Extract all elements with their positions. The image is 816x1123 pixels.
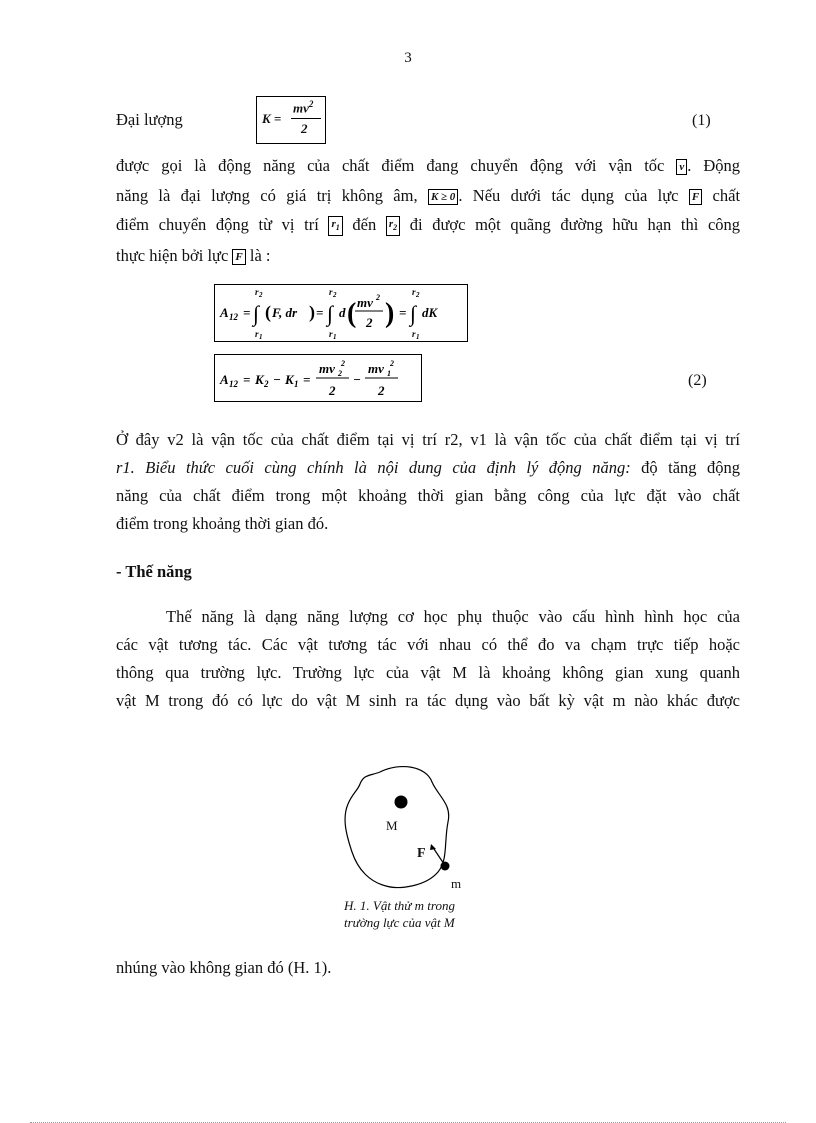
svg-text:r: r [255, 287, 259, 297]
p3-line-1: Ở đây v2 là vận tốc của chất điểm tại vị trí r2, v1 là vận tốc của chất điểm tại vị trí [116, 430, 740, 449]
svg-text:F, dr: F, dr [272, 305, 298, 320]
equation-number-1: (1) [692, 112, 711, 129]
svg-text:(: ( [265, 302, 271, 322]
svg-text:): ) [385, 298, 395, 329]
svg-text:=: = [243, 372, 251, 387]
force-vector-symbol: F [689, 189, 702, 205]
body-M-dot [395, 796, 408, 809]
p3-line-3: năng của chất điểm trong một khoảng thời gian bằng công của lực đặt vào chất [116, 486, 740, 505]
label-m: m [451, 876, 462, 891]
work-energy-formula [215, 355, 421, 401]
svg-text:=: = [399, 305, 407, 320]
svg-text:12: 12 [229, 379, 238, 389]
svg-text:2: 2 [333, 291, 337, 299]
work-energy-formula-box [214, 354, 422, 402]
position-r2-symbol: $r_2$ [386, 216, 400, 236]
svg-text:2: 2 [259, 291, 263, 299]
work-integral-formula [215, 285, 467, 341]
k-nonnegative-condition: K ≥ 0 [428, 189, 458, 205]
svg-text:∫: ∫ [410, 301, 417, 326]
label-F: F [417, 846, 426, 861]
body-m-dot [441, 862, 450, 871]
svg-text:=: = [316, 305, 324, 320]
dai-luong-label: Đại lượng [116, 110, 183, 129]
svg-text:2: 2 [366, 315, 373, 330]
p2-line-3: điểm chuyển động từ vị trí $r_1$ đến $r_2$ đi được một quãng đường hữu hạn thì công [116, 215, 740, 236]
label-M: M [386, 818, 398, 833]
svg-text:mv: mv [357, 295, 373, 310]
formula-numerator: $mv^2$ [293, 99, 314, 116]
figure-caption-line-2: trường lực của vật M [344, 915, 455, 930]
svg-text:r: r [412, 287, 416, 297]
svg-text:2: 2 [390, 359, 394, 368]
svg-text:(: ( [347, 298, 357, 329]
svg-text:1: 1 [259, 333, 263, 341]
p4-line-4: vật M trong đó có lực do vật M sinh ra tác dụng vào bất kỳ vật m nào khác được [116, 691, 740, 710]
svg-text:K: K [285, 372, 294, 387]
page-number: 3 [404, 50, 412, 66]
svg-text:2: 2 [329, 383, 336, 398]
svg-text:12: 12 [229, 312, 238, 322]
svg-text:K: K [255, 372, 264, 387]
svg-text:1: 1 [294, 379, 299, 389]
formula-K-lhs: K = [262, 111, 282, 126]
svg-text:1: 1 [387, 369, 391, 378]
svg-text:r: r [412, 329, 416, 339]
force-arrow-head [430, 844, 436, 850]
p2-line-1: được gọi là động năng của chất điểm đang chuyển động với vận tốc v . Động [116, 156, 740, 175]
fraction-bar [291, 118, 321, 119]
svg-text:1: 1 [333, 333, 337, 341]
svg-text:−: − [353, 372, 361, 387]
svg-text:A: A [220, 305, 229, 320]
svg-text:−: − [273, 372, 281, 387]
section-heading-the-nang: - Thế năng [116, 562, 192, 581]
svg-text:=: = [303, 372, 311, 387]
p4-line-2: các vật tương tác. Các vật tương tác với nhau có thể đo va chạm trực tiếp hoặc [116, 635, 740, 654]
formula-denominator: 2 [301, 121, 308, 136]
p4-line-1: Thế năng là dạng năng lượng cơ học phụ thuộc vào cấu hình hình học của [166, 607, 740, 626]
svg-text:r: r [255, 329, 259, 339]
svg-text:2: 2 [376, 293, 380, 302]
svg-text:2: 2 [341, 359, 345, 368]
svg-text:dK: dK [422, 305, 438, 320]
figure-caption-line-1: H. 1. Vật thử m trong [344, 898, 455, 913]
p3-line-4: điểm trong khoảng thời gian đó. [116, 514, 329, 533]
svg-text:1: 1 [416, 333, 420, 341]
equation-number-2: (2) [688, 372, 707, 389]
work-integral-formula-box [214, 284, 468, 342]
p2-line-2: năng là đại lượng có giá trị không âm, K ≥ 0 . Nếu dưới tác dụng của lực F chất [116, 186, 741, 205]
p2-line-4: thực hiện bởi lực F là : [116, 246, 271, 265]
svg-text:): ) [309, 302, 315, 322]
svg-text:r: r [329, 287, 333, 297]
p5-line: nhúng vào không gian đó (H. 1). [116, 958, 332, 977]
p4-line-3: thông qua trường lực. Trường lực của vật M là khoảng không gian xung quanh [116, 663, 740, 682]
force-vector-symbol-2: F [232, 249, 245, 265]
svg-text:mv: mv [368, 361, 384, 376]
svg-text:mv: mv [319, 361, 335, 376]
svg-text:d: d [339, 305, 346, 320]
p3-line-2: r1. Biểu thức cuối cùng chính là nội dung của định lý động năng: độ tăng động [116, 458, 740, 477]
svg-text:2: 2 [378, 383, 385, 398]
svg-text:2: 2 [338, 369, 342, 378]
velocity-vector-symbol: v [676, 159, 687, 175]
svg-text:r: r [329, 329, 333, 339]
position-r1-symbol: $r_1$ [328, 216, 342, 236]
svg-text:2: 2 [416, 291, 420, 299]
svg-text:A: A [220, 372, 229, 387]
svg-text:=: = [243, 305, 251, 320]
svg-text:∫: ∫ [253, 301, 260, 326]
svg-text:∫: ∫ [327, 301, 334, 326]
kinetic-energy-formula-box [256, 96, 326, 144]
svg-text:2: 2 [264, 379, 269, 389]
